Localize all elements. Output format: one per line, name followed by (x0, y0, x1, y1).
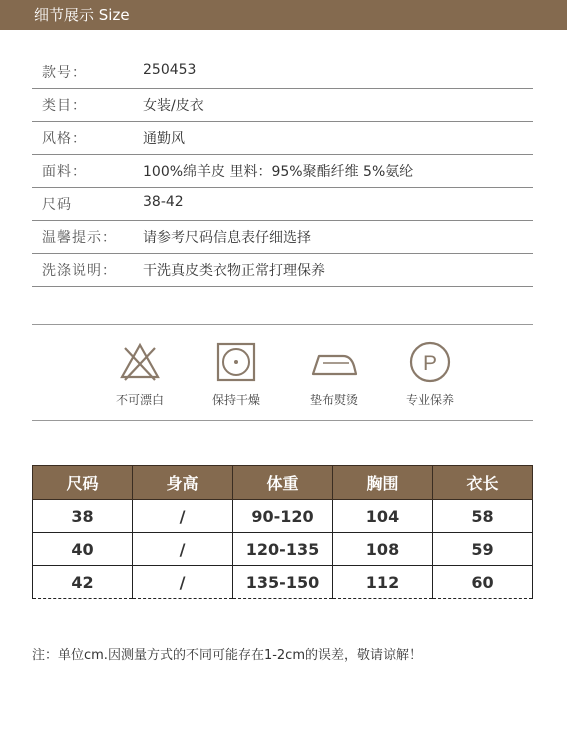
care-label: 保持干燥 (211, 393, 260, 407)
spec-value: 通勤风 (143, 131, 185, 147)
table-cell: 135-150 (233, 566, 333, 599)
size-table (32, 465, 533, 599)
table-cell: 42 (33, 566, 133, 599)
table-cell: / (133, 500, 233, 533)
column-header-bust: 胸围 (333, 466, 433, 500)
measurement-note: 注：单位cm.因测量方式的不同可能存在1-2cm的误差，敬请谅解！ (32, 648, 422, 663)
column-header-weight: 体重 (233, 466, 333, 500)
spec-row-style-number (32, 56, 533, 89)
table-cell: / (133, 566, 233, 599)
spec-value: 女装/皮衣 (143, 98, 204, 114)
spec-row-category (32, 89, 533, 122)
care-item-dry (196, 340, 276, 408)
table-row (33, 533, 533, 566)
spec-row-fabric (32, 155, 533, 188)
table-cell: 120-135 (233, 533, 333, 566)
spec-value: 100%绵羊皮 里料：95%聚酯纤维 5%氨纶 (143, 164, 414, 180)
care-divider-top (32, 324, 533, 325)
spec-label: 类目： (42, 98, 87, 114)
column-header-length: 衣长 (433, 466, 533, 500)
care-label: 专业保养 (405, 393, 454, 407)
svg-text:P: P (422, 352, 438, 375)
care-item-professional (390, 340, 470, 408)
care-label: 不可漂白 (115, 393, 164, 407)
header-title: 细节展示 Size (34, 6, 130, 24)
table-cell: 59 (433, 533, 533, 566)
professional-clean-icon (408, 340, 452, 384)
spec-value: 250453 (143, 62, 197, 78)
spec-label: 款号： (42, 65, 87, 81)
spec-value: 干洗真皮类衣物正常打理保养 (143, 263, 325, 279)
column-header-size: 尺码 (33, 466, 133, 500)
iron-icon (309, 340, 359, 384)
table-cell: 38 (33, 500, 133, 533)
spec-row-style (32, 122, 533, 155)
care-item-no-bleach (100, 340, 180, 408)
no-bleach-icon (118, 340, 162, 384)
header-bar (0, 0, 567, 30)
spec-label: 温馨提示： (42, 230, 117, 246)
tumble-dry-icon (214, 340, 258, 384)
table-row (33, 566, 533, 599)
column-header-height: 身高 (133, 466, 233, 500)
spec-label: 面料： (42, 164, 87, 180)
table-cell: 112 (333, 566, 433, 599)
care-label: 垫布熨烫 (309, 393, 358, 407)
spec-value: 38-42 (143, 194, 184, 210)
table-cell: 40 (33, 533, 133, 566)
table-cell: 90-120 (233, 500, 333, 533)
spec-label: 尺码 (42, 197, 72, 213)
table-row (33, 500, 533, 533)
care-item-iron (294, 340, 374, 408)
spec-value: 请参考尺码信息表仔细选择 (143, 230, 311, 246)
spec-row-tips (32, 221, 533, 254)
table-cell: 108 (333, 533, 433, 566)
spec-label: 风格： (42, 131, 87, 147)
size-table-header-row (33, 466, 533, 500)
spec-row-size (32, 188, 533, 221)
spec-label: 洗涤说明： (42, 263, 117, 279)
table-cell: / (133, 533, 233, 566)
care-divider-bottom (32, 420, 533, 421)
table-cell: 104 (333, 500, 433, 533)
spec-list (32, 56, 533, 287)
spec-row-washing (32, 254, 533, 287)
table-cell: 60 (433, 566, 533, 599)
table-cell: 58 (433, 500, 533, 533)
